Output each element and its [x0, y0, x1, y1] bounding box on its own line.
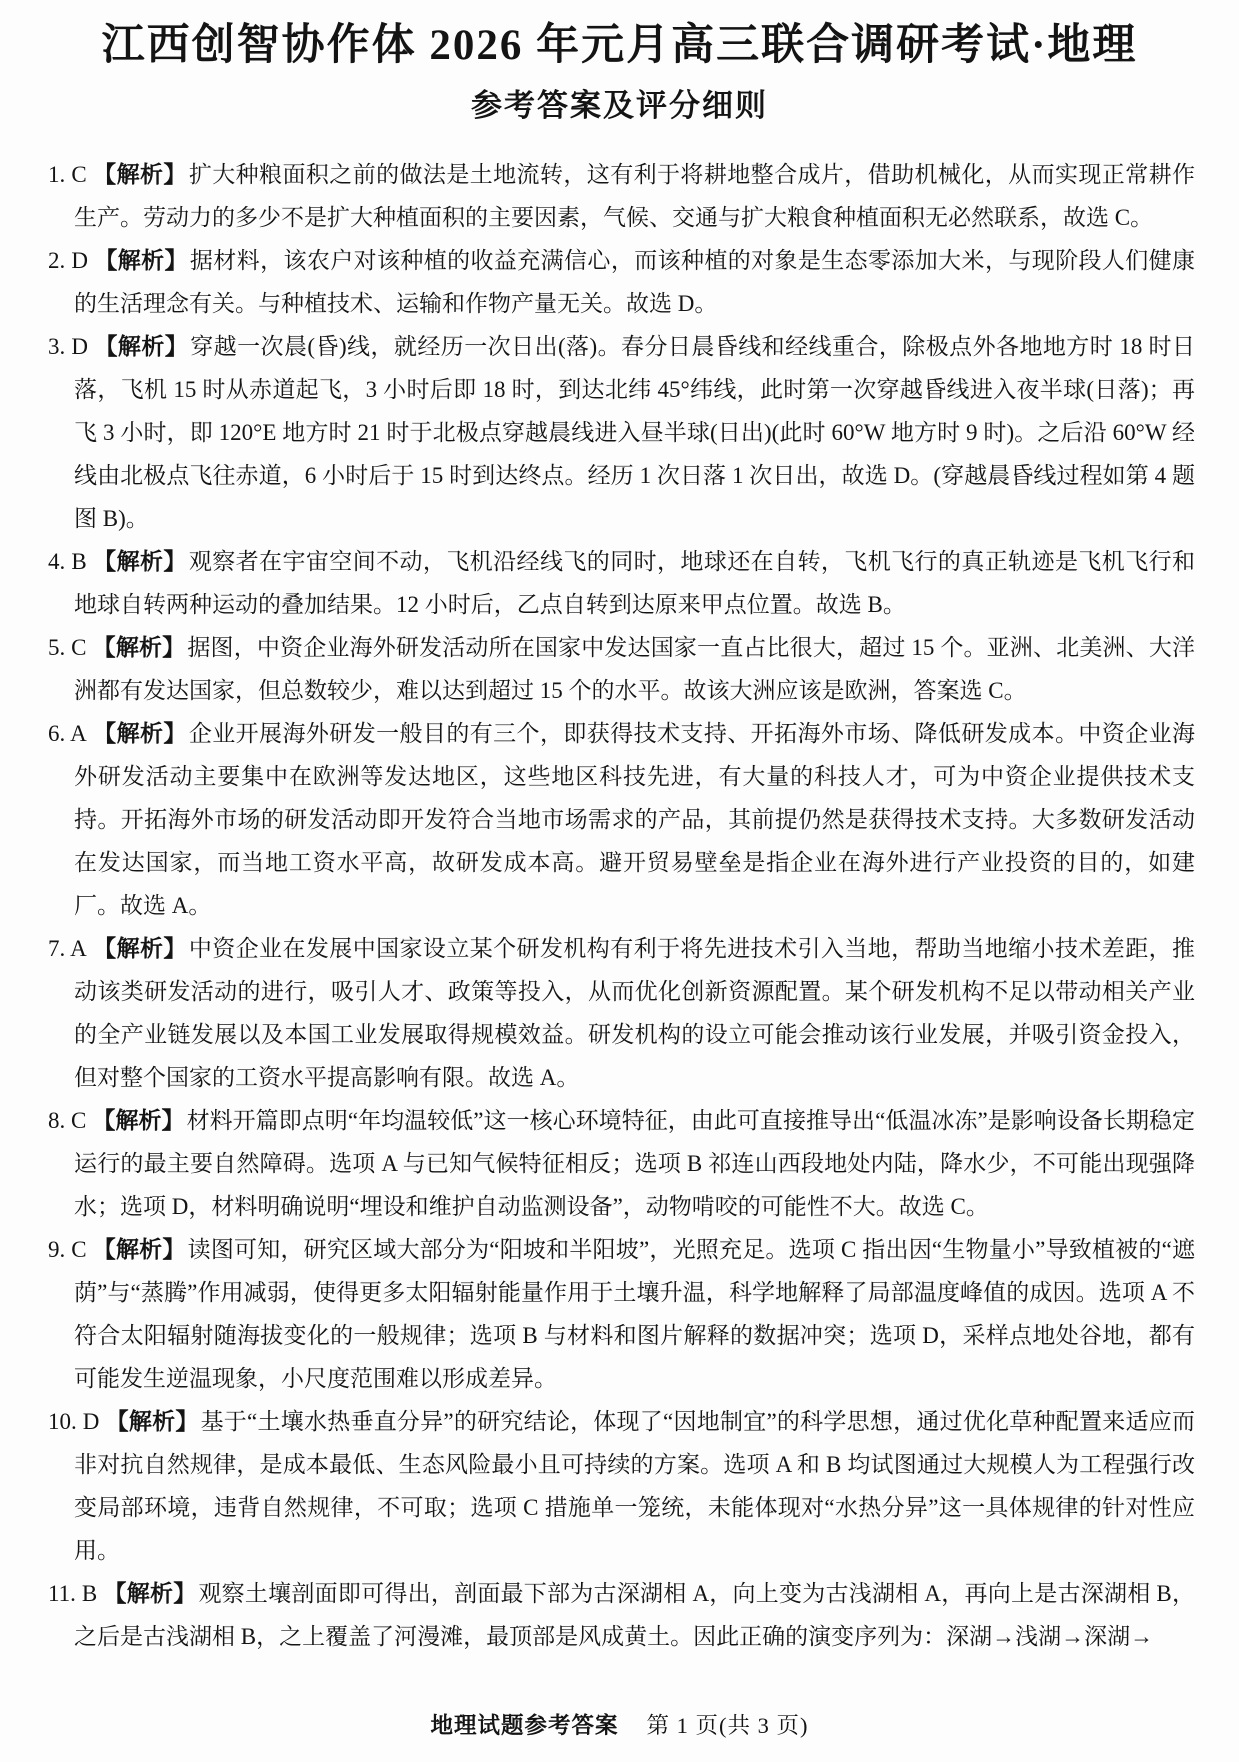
answer-item-3: [48, 325, 1195, 540]
analysis-tag: 【解析】: [92, 161, 187, 187]
answers-list: [48, 153, 1195, 1658]
analysis-tag: 【解析】: [92, 634, 186, 660]
answer-item-7: [48, 927, 1195, 1099]
answer-label: 2. D: [48, 247, 88, 273]
analysis-tag: 【解析】: [92, 1236, 186, 1262]
answer-label: 7. A: [48, 935, 87, 961]
answer-text: 中资企业在发展中国家设立某个研发机构有利于将先进技术引入当地，帮助当地缩小技术差距，推动该类研发活动的进行，吸引人才、政策等投入，从而优化创新资源配置。某个研发机构不足以带动相关产业的全产业链发展以及本国工业发展取得规模效益。研发机构的设立可能会推动该行业发展，并吸引资金投入，但对整个国家的工资水平提高影响有限。故选 A。: [74, 935, 1196, 1090]
answer-text: 扩大种粮面积之前的做法是土地流转，这有利于将耕地整合成片，借助机械化，从而实现正常耕作生产。劳动力的多少不是扩大种植面积的主要因素，气候、交通与扩大粮食种植面积无必然联系，故选 C。: [74, 161, 1196, 230]
answer-label: 8. C: [48, 1107, 87, 1133]
analysis-tag: 【解析】: [94, 247, 188, 273]
answer-text: 读图可知，研究区域大部分为“阳坡和半阳坡”，光照充足。选项 C 指出因“生物量小”导致植被的“遮荫”与“蒸腾”作用减弱，使得更多太阳辐射能量作用于土壤升温，科学地解释了局部温度峰值的成因。选项 A 不符合太阳辐射随海拔变化的一般规律；选项 B 与材料和图片解释的数据冲突；选项 D，采样点地处谷地，都有可能发生逆温现象，小尺度范围难以形成差异。: [74, 1236, 1196, 1391]
answer-item-8: [48, 1099, 1195, 1228]
answer-label: 6. A: [48, 720, 87, 746]
answer-text: 基于“土壤水热垂直分异”的研究结论，体现了“因地制宜”的科学思想，通过优化草种配置来适应而非对抗自然规律，是成本最低、生态风险最小且可持续的方案。选项 A 和 B 均试图通过大规模人为工程强行改变局部环境，违背自然规律，不可取；选项 C 措施单一笼统，未能体现对“水热分异”这一具体规律的针对性应用。: [74, 1408, 1195, 1563]
answer-text: 观察土壤剖面即可得出，剖面最下部为古深湖相 A，向上变为古浅湖相 A，再向上是古深湖相 B，之后是古浅湖相 B，之上覆盖了河漫滩，最顶部是风成黄土。因此正确的演变序列为：深湖→浅湖→深湖→: [74, 1580, 1196, 1649]
answer-label: 3. D: [48, 333, 89, 359]
answer-text: 据图，中资企业海外研发活动所在国家中发达国家一直占比很大，超过 15 个。亚洲、北美洲、大洋洲都有发达国家，但总数较少，难以达到超过 15 个的水平。故该大洲应该是欧洲，答案选 C。: [74, 634, 1196, 703]
answer-text: 材料开篇即点明“年均温较低”这一核心环境特征，由此可直接推导出“低温冰冻”是影响设备长期稳定运行的最主要自然障碍。选项 A 与已知气候特征相反；选项 B 祁连山西段地处内陆，降水少，不可能出现强降水；选项 D，材料明确说明“埋设和维护自动监测设备”，动物啃咬的可能性不大。故选 C。: [74, 1107, 1196, 1219]
analysis-tag: 【解析】: [92, 935, 187, 961]
analysis-tag: 【解析】: [92, 1107, 185, 1133]
answer-label: 1. C: [48, 161, 87, 187]
answer-text: 观察者在宇宙空间不动，飞机沿经线飞的同时，地球还在自转，飞机飞行的真正轨迹是飞机飞行和地球自转两种运动的叠加结果。12 小时后，乙点自转到达原来甲点位置。故选 B。: [74, 548, 1196, 617]
answer-item-5: [48, 626, 1195, 712]
answer-text: 穿越一次晨(昏)线，就经历一次日出(落)。春分日晨昏线和经线重合，除极点外各地地方时 18 时日落，飞机 15 时从赤道起飞，3 小时后即 18 时，到达北纬 45°纬线，此时第一次穿越昏线进入夜半球(日落)；再飞 3 小时，即 120°E 地方时 21 时于北极点穿越晨线进入昼半球(日出)(此时 60°W 地方时 9 时)。之后沿 60°W 经线由北极点飞往赤道，6 小时后于 15 时到达终点。经历 1 次日落 1 次日出，故选 D。(穿越晨昏线过程如第 4 题图 B)。: [74, 333, 1195, 531]
answer-item-10: [48, 1400, 1195, 1572]
analysis-tag: 【解析】: [92, 548, 187, 574]
answer-label: 5. C: [48, 634, 87, 660]
answer-item-4: [48, 540, 1195, 626]
analysis-tag: 【解析】: [103, 1580, 197, 1606]
answer-item-2: [48, 239, 1195, 325]
analysis-tag: 【解析】: [105, 1408, 199, 1434]
answer-item-9: [48, 1228, 1195, 1400]
analysis-tag: 【解析】: [94, 333, 189, 359]
answer-item-1: [48, 153, 1195, 239]
footer-doc-label: 地理试题参考答案: [430, 1713, 619, 1738]
answer-label: 4. B: [48, 548, 87, 574]
answer-item-11: [48, 1572, 1195, 1658]
analysis-tag: 【解析】: [92, 720, 187, 746]
answer-item-6: [48, 712, 1195, 927]
answer-text: 企业开展海外研发一般目的有三个，即获得技术支持、开拓海外市场、降低研发成本。中资企业海外研发活动主要集中在欧洲等发达地区，这些地区科技先进，有大量的科技人才，可为中资企业提供技术支持。开拓海外市场的研发活动即开发符合当地市场需求的产品，其前提仍然是获得技术支持。大多数研发活动在发达国家，而当地工资水平高，故研发成本高。避开贸易壁垒是指企业在海外进行产业投资的目的，如建厂。故选 A。: [74, 720, 1196, 918]
page-footer: [0, 1708, 1239, 1740]
page-subtitle: 参考答案及评分细则: [471, 87, 768, 123]
answer-label: 10. D: [48, 1408, 100, 1434]
footer-page-label: 第 1 页(共 3 页): [646, 1713, 809, 1738]
answer-label: 9. C: [48, 1236, 87, 1262]
page-title: 江西创智协作体 2026 年元月高三联合调研考试·地理: [101, 22, 1138, 69]
answer-text: 据材料，该农户对该种植的收益充满信心，而该种植的对象是生态零添加大米，与现阶段人们健康的生活理念有关。与种植技术、运输和作物产量无关。故选 D。: [74, 247, 1195, 316]
answer-label: 11. B: [48, 1580, 98, 1606]
